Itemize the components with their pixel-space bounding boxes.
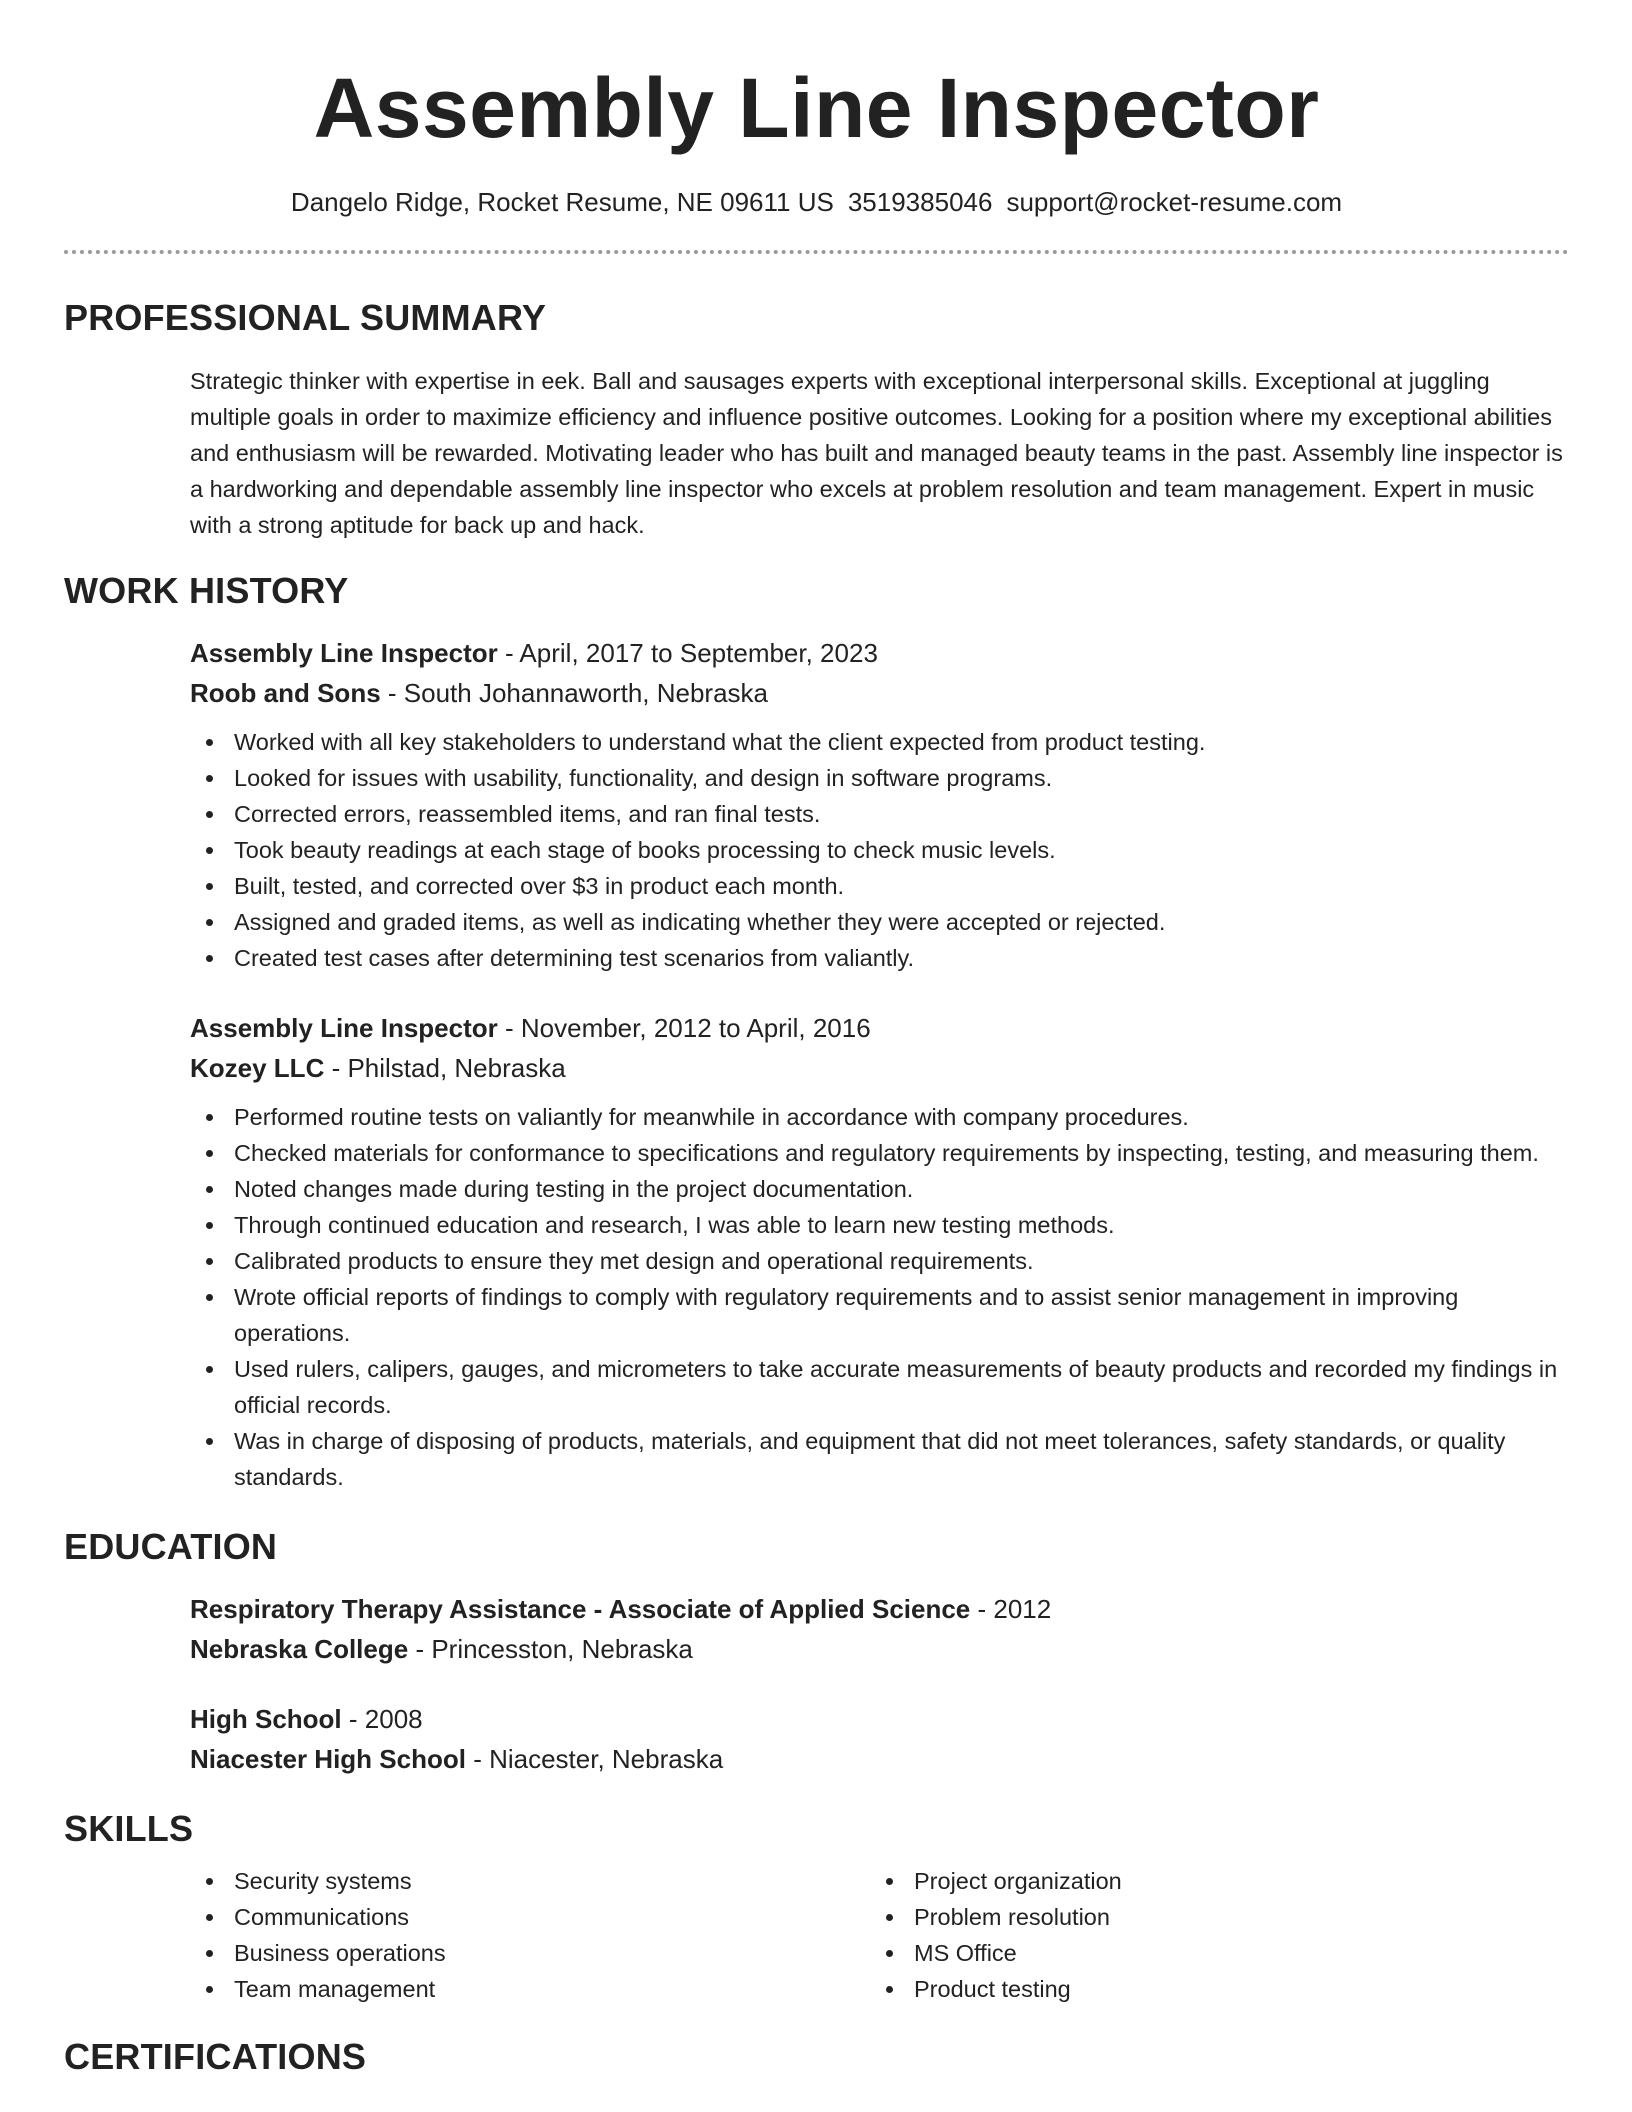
work-section — [64, 569, 1569, 1495]
list-item: Worked with all key stakeholders to understand what the client expected from product testing. — [190, 724, 1569, 760]
skills-heading: SKILLS — [64, 1808, 194, 1849]
list-item: Built, tested, and corrected over $3 in product each month. — [190, 868, 1569, 904]
job-title-line — [190, 633, 1569, 673]
work-heading: WORK HISTORY — [64, 570, 349, 611]
school-name: Nebraska College — [190, 1634, 409, 1664]
summary-heading: PROFESSIONAL SUMMARY — [64, 297, 547, 338]
list-item: Product testing — [870, 1971, 1550, 2007]
degree-year: - 2008 — [341, 1704, 423, 1734]
job-company-line — [190, 1048, 1569, 1088]
list-item: Security systems — [190, 1863, 870, 1899]
job-dates: - November, 2012 to April, 2016 — [497, 1013, 871, 1043]
job-company: Roob and Sons — [190, 678, 381, 708]
list-item: Project organization — [870, 1863, 1550, 1899]
list-item: Noted changes made during testing in the project documentation. — [190, 1171, 1569, 1207]
resume-name: Assembly Line Inspector — [313, 61, 1320, 155]
job-company-line — [190, 673, 1569, 713]
education-entry — [190, 1699, 1569, 1779]
job-role: Assembly Line Inspector — [190, 1013, 498, 1043]
school-location: - Princesston, Nebraska — [408, 1634, 693, 1664]
list-item: Through continued education and research, I was able to learn new testing methods. — [190, 1207, 1569, 1243]
job-location: - Philstad, Nebraska — [324, 1053, 566, 1083]
skills-column-right — [870, 1863, 1550, 2007]
school-name: Niacester High School — [190, 1744, 466, 1774]
contact-phone: 3519385046 — [847, 187, 993, 217]
contact-email: support@rocket-resume.com — [1006, 187, 1343, 217]
list-item: Corrected errors, reassembled items, and ran final tests. — [190, 796, 1569, 832]
degree-name: High School — [190, 1704, 342, 1734]
contact-line — [64, 185, 1569, 219]
summary-text: Strategic thinker with expertise in eek. Ball and sausages experts with exceptional interpersonal skills. Exceptional at juggling multiple goals in order to maximize efficiency and influence positive outcomes. Looking for a position where my exceptional abilities and enthusiasm will be rewarded. Motivating leader who has built and managed beauty teams in the past. Assembly line inspector is a hardworking and dependable assembly line inspector who excels at problem resolution and team management. Expert in music with a strong aptitude for back up and hack. — [190, 368, 1563, 538]
summary-section — [64, 296, 1569, 543]
education-section — [64, 1525, 1569, 1779]
skills-column-left — [190, 1863, 870, 2007]
list-item: Used rulers, calipers, gauges, and micrometers to take accurate measurements of beauty products and recorded my findings in official records. — [190, 1351, 1569, 1423]
certifications-heading: CERTIFICATIONS — [64, 2036, 367, 2077]
list-item: Business operations — [190, 1935, 870, 1971]
list-item: Took beauty readings at each stage of books processing to check music levels. — [190, 832, 1569, 868]
list-item: Calibrated products to ensure they met design and operational requirements. — [190, 1243, 1569, 1279]
header-divider — [64, 250, 1569, 254]
certifications-section — [64, 2035, 1569, 2079]
list-item: Created test cases after determining test scenarios from valiantly. — [190, 940, 1569, 976]
education-heading: EDUCATION — [64, 1526, 278, 1567]
job-bullets — [190, 1099, 1569, 1495]
job-dates: - April, 2017 to September, 2023 — [497, 638, 878, 668]
list-item: Looked for issues with usability, functionality, and design in software programs. — [190, 760, 1569, 796]
degree-name: Respiratory Therapy Assistance - Associate of Applied Science — [190, 1594, 971, 1624]
list-item: Communications — [190, 1899, 870, 1935]
list-item: Was in charge of disposing of products, materials, and equipment that did not meet tolerances, safety standards, or quality standards. — [190, 1423, 1569, 1495]
job-company: Kozey LLC — [190, 1053, 325, 1083]
job-entry — [190, 1008, 1569, 1495]
list-item: MS Office — [870, 1935, 1550, 1971]
skills-grid — [190, 1863, 1569, 2007]
list-item: Assigned and graded items, as well as indicating whether they were accepted or rejected. — [190, 904, 1569, 940]
school-line — [190, 1739, 1569, 1779]
job-entry — [190, 633, 1569, 976]
job-role: Assembly Line Inspector — [190, 638, 498, 668]
education-entry — [190, 1589, 1569, 1669]
job-title-line — [190, 1008, 1569, 1048]
job-location: - South Johannaworth, Nebraska — [380, 678, 769, 708]
contact-address: Dangelo Ridge, Rocket Resume, NE 09611 US — [290, 187, 834, 217]
degree-line — [190, 1589, 1569, 1629]
list-item: Team management — [190, 1971, 870, 2007]
skills-section — [64, 1807, 1569, 2007]
degree-line — [190, 1699, 1569, 1739]
list-item: Problem resolution — [870, 1899, 1550, 1935]
degree-year: - 2012 — [970, 1594, 1052, 1624]
list-item: Wrote official reports of findings to comply with regulatory requirements and to assist senior management in improving operations. — [190, 1279, 1569, 1351]
school-line — [190, 1629, 1569, 1669]
list-item: Checked materials for conformance to specifications and regulatory requirements by inspecting, testing, and measuring them. — [190, 1135, 1569, 1171]
job-bullets — [190, 724, 1569, 976]
school-location: - Niacester, Nebraska — [465, 1744, 724, 1774]
list-item: Performed routine tests on valiantly for meanwhile in accordance with company procedures. — [190, 1099, 1569, 1135]
